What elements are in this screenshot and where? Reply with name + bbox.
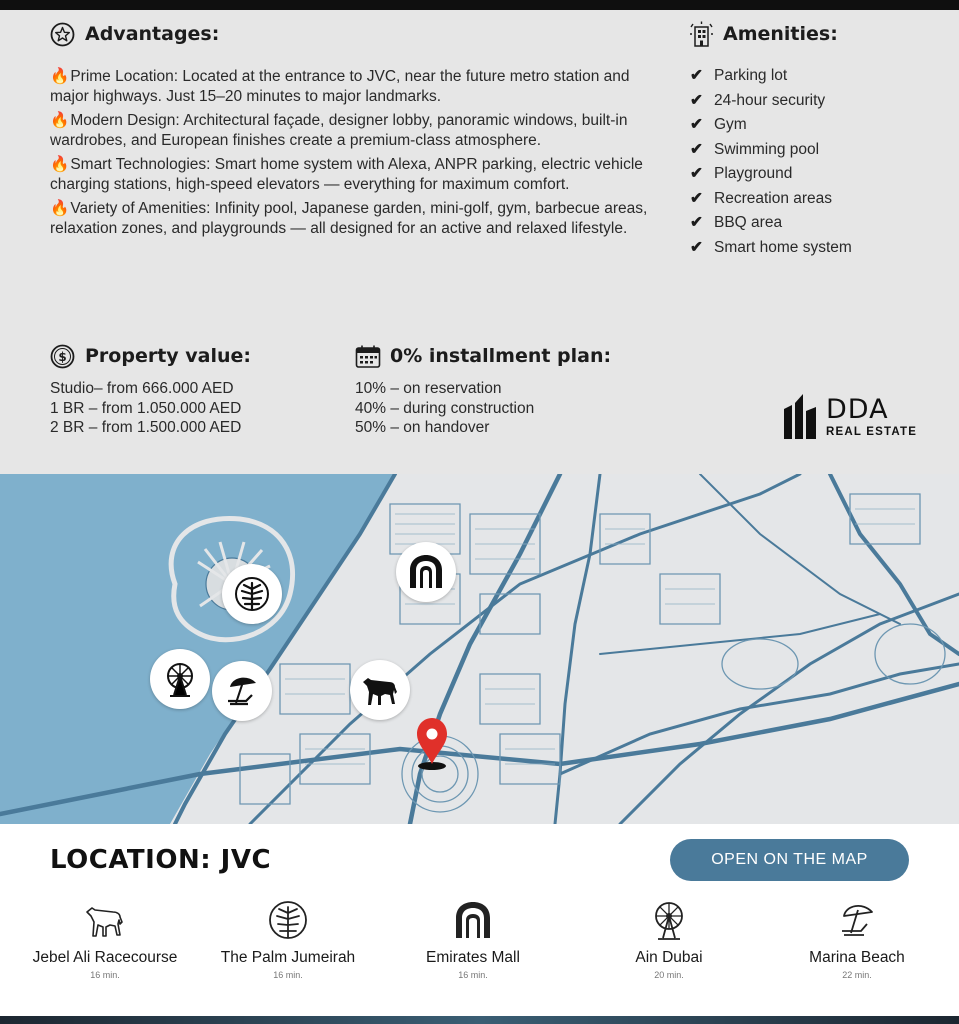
- check-icon: ✔: [690, 67, 703, 84]
- installment-line: 50% – on handover: [355, 419, 490, 436]
- amenity-item: [690, 238, 852, 263]
- place-marina-beach[interactable]: [782, 898, 932, 980]
- map-graphic: [0, 474, 959, 824]
- amenities-heading: Amenities:: [723, 23, 838, 45]
- emirates-mall-icon: [406, 552, 446, 592]
- fire-icon: 🔥: [50, 156, 70, 173]
- map-marker-marina-beach[interactable]: [212, 661, 272, 721]
- amenity-item: [690, 91, 852, 116]
- fire-icon: 🔥: [50, 68, 70, 85]
- place-ain-dubai[interactable]: [594, 898, 744, 980]
- location-pin-icon: [412, 716, 452, 772]
- info-panel: [0, 10, 959, 474]
- dollar-coin-icon: [50, 344, 75, 374]
- check-icon: ✔: [690, 116, 703, 133]
- ferris-wheel-icon: [647, 898, 691, 942]
- check-icon: ✔: [690, 214, 703, 231]
- check-icon: ✔: [690, 140, 703, 158]
- advantage-title: Prime Location:: [70, 68, 179, 85]
- logo-mark-icon: [784, 394, 818, 444]
- amenity-label: Gym: [714, 116, 747, 133]
- map-marker-palm-jumeirah[interactable]: [222, 564, 282, 624]
- amenity-label: Smart home system: [714, 238, 852, 256]
- advantage-title: Modern Design:: [70, 112, 180, 129]
- advantage-item: [50, 199, 670, 238]
- open-map-button[interactable]: OPEN ON THE MAP: [670, 839, 909, 881]
- emirates-mall-icon: [451, 898, 495, 942]
- top-border: [0, 0, 959, 10]
- amenity-label: Playground: [714, 165, 793, 182]
- check-icon: ✔: [690, 189, 703, 207]
- place-emirates-mall[interactable]: [398, 898, 548, 980]
- advantage-title: Variety of Amenities:: [70, 200, 211, 217]
- palm-island-icon: [266, 898, 310, 942]
- star-badge-icon: [50, 22, 75, 52]
- check-icon: ✔: [690, 91, 703, 109]
- property-value-lines: [50, 379, 241, 438]
- jvc-location-pin[interactable]: [412, 716, 452, 772]
- amenity-label: BBQ area: [714, 214, 783, 231]
- amenity-label: Parking lot: [714, 67, 788, 84]
- place-jebel-ali-racecourse[interactable]: [30, 898, 180, 980]
- fire-icon: 🔥: [50, 112, 70, 129]
- amenity-item: [690, 189, 852, 214]
- advantage-item: [50, 155, 670, 194]
- beach-umbrella-icon: [222, 671, 262, 711]
- amenity-item: [690, 213, 852, 238]
- horse-icon: [83, 898, 127, 942]
- amenity-item: [690, 66, 852, 91]
- palm-island-icon: [233, 575, 271, 613]
- advantage-item: [50, 111, 670, 150]
- price-line: 2 BR – from 1.500.000 AED: [50, 419, 242, 436]
- amenities-list: [690, 66, 852, 262]
- map-marker-ain-dubai[interactable]: [150, 649, 210, 709]
- logo-tagline: REAL ESTATE: [826, 426, 918, 438]
- installment-line: 10% – on reservation: [355, 380, 502, 397]
- check-icon: ✔: [690, 238, 703, 256]
- horse-icon: [359, 672, 401, 708]
- logo-name: DDA: [826, 394, 889, 425]
- place-name: Jebel Ali Racecourse: [32, 949, 178, 966]
- amenity-label: Swimming pool: [714, 140, 820, 158]
- place-name: Ain Dubai: [635, 949, 703, 966]
- advantage-item: [50, 67, 670, 106]
- amenity-label: Recreation areas: [714, 189, 833, 207]
- advantage-text: Located at the entrance to JVC, near the future metro station and major highways. Just 15–20 minutes to major landmarks.: [50, 68, 630, 105]
- beach-umbrella-icon: [835, 898, 879, 942]
- advantage-title: Smart Technologies:: [70, 156, 211, 173]
- amenities-building-icon: [689, 21, 714, 53]
- dda-logo: [784, 394, 929, 440]
- place-time: 22 min.: [842, 969, 872, 980]
- map-marker-jebel-ali-racecourse[interactable]: [350, 660, 410, 720]
- advantage-text: Architectural façade, designer lobby, panoramic windows, built-in wardrobes, and European finishes create a premium-class atmosphere.: [50, 112, 628, 149]
- advantages-heading: Advantages:: [85, 23, 220, 45]
- place-time: 16 min.: [90, 969, 120, 980]
- location-title: LOCATION: JVC: [50, 845, 272, 875]
- price-line: Studio– from 666.000 AED: [50, 380, 234, 397]
- advantage-text: Smart home system with Alexa, ANPR parking, electric vehicle charging stations, high-speed elevators — everything for maximum comfort.: [50, 156, 643, 193]
- place-time: 20 min.: [654, 969, 684, 980]
- amenity-label: 24-hour security: [714, 91, 826, 109]
- price-line: 1 BR – from 1.050.000 AED: [50, 399, 242, 417]
- installment-lines: [355, 379, 534, 438]
- amenity-item: [690, 115, 852, 140]
- place-name: Emirates Mall: [426, 949, 520, 966]
- amenity-item: [690, 164, 852, 189]
- ferris-wheel-icon: [160, 659, 200, 699]
- check-icon: ✔: [690, 165, 703, 182]
- bottom-border: [0, 1016, 959, 1024]
- location-map[interactable]: [0, 474, 959, 824]
- advantages-list: [50, 67, 670, 243]
- place-name: The Palm Jumeirah: [220, 949, 356, 966]
- installment-heading: 0% installment plan:: [390, 345, 612, 367]
- installment-line: 40% – during construction: [355, 399, 535, 417]
- property-value-heading: Property value:: [85, 345, 252, 367]
- calendar-icon: [355, 345, 381, 374]
- place-name: Marina Beach: [809, 949, 905, 966]
- place-time: 16 min.: [458, 969, 488, 980]
- svg-text:$: $: [58, 350, 67, 364]
- amenity-item: [690, 140, 852, 165]
- place-palm-jumeirah[interactable]: [213, 898, 363, 980]
- place-time: 16 min.: [273, 969, 303, 980]
- map-marker-emirates-mall[interactable]: [396, 542, 456, 602]
- fire-icon: 🔥: [50, 200, 70, 217]
- advantage-text: Infinity pool, Japanese garden, mini-golf, gym, barbecue areas, relaxation zones, and playgrounds — all designed for an active and relaxed lifestyle.: [50, 200, 648, 237]
